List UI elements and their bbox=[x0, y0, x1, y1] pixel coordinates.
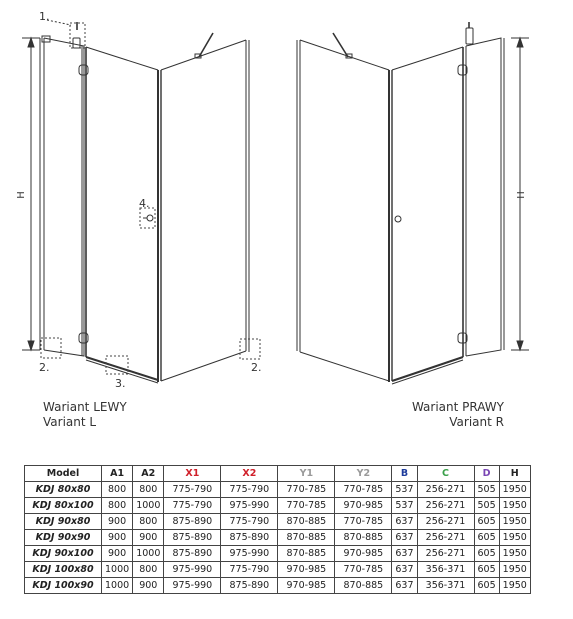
table-cell: 1000 bbox=[102, 562, 133, 578]
table-cell: 900 bbox=[133, 530, 164, 546]
header-y2: Y2 bbox=[335, 466, 392, 482]
right-handle-icon bbox=[395, 216, 401, 222]
table-cell: 605 bbox=[474, 546, 499, 562]
table-cell: 970-985 bbox=[335, 546, 392, 562]
table-cell: 637 bbox=[392, 514, 417, 530]
table-cell: 256-271 bbox=[417, 482, 474, 498]
table-cell: 800 bbox=[133, 562, 164, 578]
table-cell: 900 bbox=[102, 514, 133, 530]
table-cell: 775-790 bbox=[221, 562, 278, 578]
table-cell: 637 bbox=[392, 546, 417, 562]
table-cell: 970-985 bbox=[278, 578, 335, 594]
table-cell: 870-885 bbox=[335, 578, 392, 594]
header-x2: X2 bbox=[221, 466, 278, 482]
right-variant-drawing bbox=[297, 22, 529, 384]
table-cell: 1950 bbox=[499, 498, 530, 514]
dimensions-table bbox=[24, 465, 531, 594]
table-row bbox=[25, 530, 531, 546]
header-h: H bbox=[499, 466, 530, 482]
model-cell: KDJ 100x90 bbox=[25, 578, 102, 594]
model-cell: KDJ 100x80 bbox=[25, 562, 102, 578]
right-height-label: H bbox=[516, 191, 527, 199]
left-variant-title: Wariant LEWY bbox=[43, 400, 127, 414]
table-cell: 870-885 bbox=[335, 530, 392, 546]
table-cell: 637 bbox=[392, 578, 417, 594]
header-y1: Y1 bbox=[278, 466, 335, 482]
table-cell: 775-790 bbox=[164, 498, 221, 514]
table-cell: 1000 bbox=[102, 578, 133, 594]
model-cell: KDJ 80x100 bbox=[25, 498, 102, 514]
table-row bbox=[25, 546, 531, 562]
table-cell: 875-890 bbox=[221, 530, 278, 546]
table-cell: 1950 bbox=[499, 562, 530, 578]
model-cell: KDJ 90x90 bbox=[25, 530, 102, 546]
table-cell: 875-890 bbox=[164, 514, 221, 530]
table-row bbox=[25, 482, 531, 498]
callout-box-2b bbox=[240, 339, 260, 359]
header-x1: X1 bbox=[164, 466, 221, 482]
header-model: Model bbox=[25, 466, 102, 482]
table-cell: 870-885 bbox=[278, 514, 335, 530]
table-row bbox=[25, 514, 531, 530]
right-variant-title: Wariant PRAWY bbox=[411, 400, 504, 414]
left-variant-caption bbox=[43, 400, 127, 430]
table-cell: 900 bbox=[133, 578, 164, 594]
table-row bbox=[25, 562, 531, 578]
table-cell: 505 bbox=[474, 498, 499, 514]
table-cell: 900 bbox=[102, 546, 133, 562]
model-cell: KDJ 90x100 bbox=[25, 546, 102, 562]
header-d: D bbox=[474, 466, 499, 482]
table-cell: 770-785 bbox=[335, 482, 392, 498]
left-height-label: H bbox=[16, 191, 27, 199]
table-cell: 770-785 bbox=[278, 482, 335, 498]
table-cell: 605 bbox=[474, 562, 499, 578]
table-cell: 537 bbox=[392, 482, 417, 498]
right-variant-subtitle: Variant R bbox=[449, 415, 504, 429]
table-cell: 256-271 bbox=[417, 514, 474, 530]
table-header-row bbox=[25, 466, 531, 482]
callout-label-4: 4. bbox=[139, 197, 150, 210]
table-cell: 605 bbox=[474, 530, 499, 546]
table-cell: 875-890 bbox=[221, 578, 278, 594]
table-cell: 505 bbox=[474, 482, 499, 498]
callout-label-2a: 2. bbox=[39, 361, 50, 374]
table-cell: 770-785 bbox=[335, 514, 392, 530]
table-cell: 256-271 bbox=[417, 498, 474, 514]
header-a1: A1 bbox=[102, 466, 133, 482]
table-row bbox=[25, 498, 531, 514]
table-cell: 1950 bbox=[499, 578, 530, 594]
table-cell: 800 bbox=[133, 482, 164, 498]
table-cell: 1950 bbox=[499, 530, 530, 546]
table-cell: 605 bbox=[474, 578, 499, 594]
table-cell: 975-990 bbox=[164, 562, 221, 578]
table-cell: 605 bbox=[474, 514, 499, 530]
table-cell: 975-990 bbox=[221, 546, 278, 562]
header-c: C bbox=[417, 466, 474, 482]
table-row bbox=[25, 578, 531, 594]
header-b: B bbox=[392, 466, 417, 482]
callout-label-1: 1. bbox=[39, 10, 50, 23]
header-a2: A2 bbox=[133, 466, 164, 482]
table-body bbox=[25, 482, 531, 594]
table-cell: 1950 bbox=[499, 546, 530, 562]
table-cell: 800 bbox=[102, 482, 133, 498]
table-cell: 770-785 bbox=[335, 562, 392, 578]
model-cell: KDJ 90x80 bbox=[25, 514, 102, 530]
table-cell: 537 bbox=[392, 498, 417, 514]
table-cell: 356-371 bbox=[417, 578, 474, 594]
table-cell: 900 bbox=[102, 530, 133, 546]
table-cell: 770-785 bbox=[278, 498, 335, 514]
table-cell: 800 bbox=[102, 498, 133, 514]
table-cell: 1950 bbox=[499, 482, 530, 498]
table-cell: 775-790 bbox=[164, 482, 221, 498]
table-cell: 975-990 bbox=[164, 578, 221, 594]
table-cell: 1000 bbox=[133, 546, 164, 562]
table-cell: 1950 bbox=[499, 514, 530, 530]
table-cell: 870-885 bbox=[278, 546, 335, 562]
table-cell: 970-985 bbox=[278, 562, 335, 578]
table-cell: 256-271 bbox=[417, 546, 474, 562]
table-cell: 970-985 bbox=[335, 498, 392, 514]
table-cell: 637 bbox=[392, 562, 417, 578]
callout-label-2b: 2. bbox=[251, 361, 262, 374]
table-cell: 637 bbox=[392, 530, 417, 546]
callout-label-3: 3. bbox=[115, 377, 126, 390]
left-variant-subtitle: Variant L bbox=[43, 415, 97, 429]
table-cell: 256-271 bbox=[417, 530, 474, 546]
model-cell: KDJ 80x80 bbox=[25, 482, 102, 498]
table-cell: 875-890 bbox=[164, 530, 221, 546]
table-cell: 775-790 bbox=[221, 514, 278, 530]
table-cell: 870-885 bbox=[278, 530, 335, 546]
table-cell: 356-371 bbox=[417, 562, 474, 578]
table-cell: 1000 bbox=[133, 498, 164, 514]
table-cell: 875-890 bbox=[164, 546, 221, 562]
right-variant-caption bbox=[380, 400, 504, 430]
table-cell: 775-790 bbox=[221, 482, 278, 498]
table-cell: 975-990 bbox=[221, 498, 278, 514]
table-cell: 800 bbox=[133, 514, 164, 530]
